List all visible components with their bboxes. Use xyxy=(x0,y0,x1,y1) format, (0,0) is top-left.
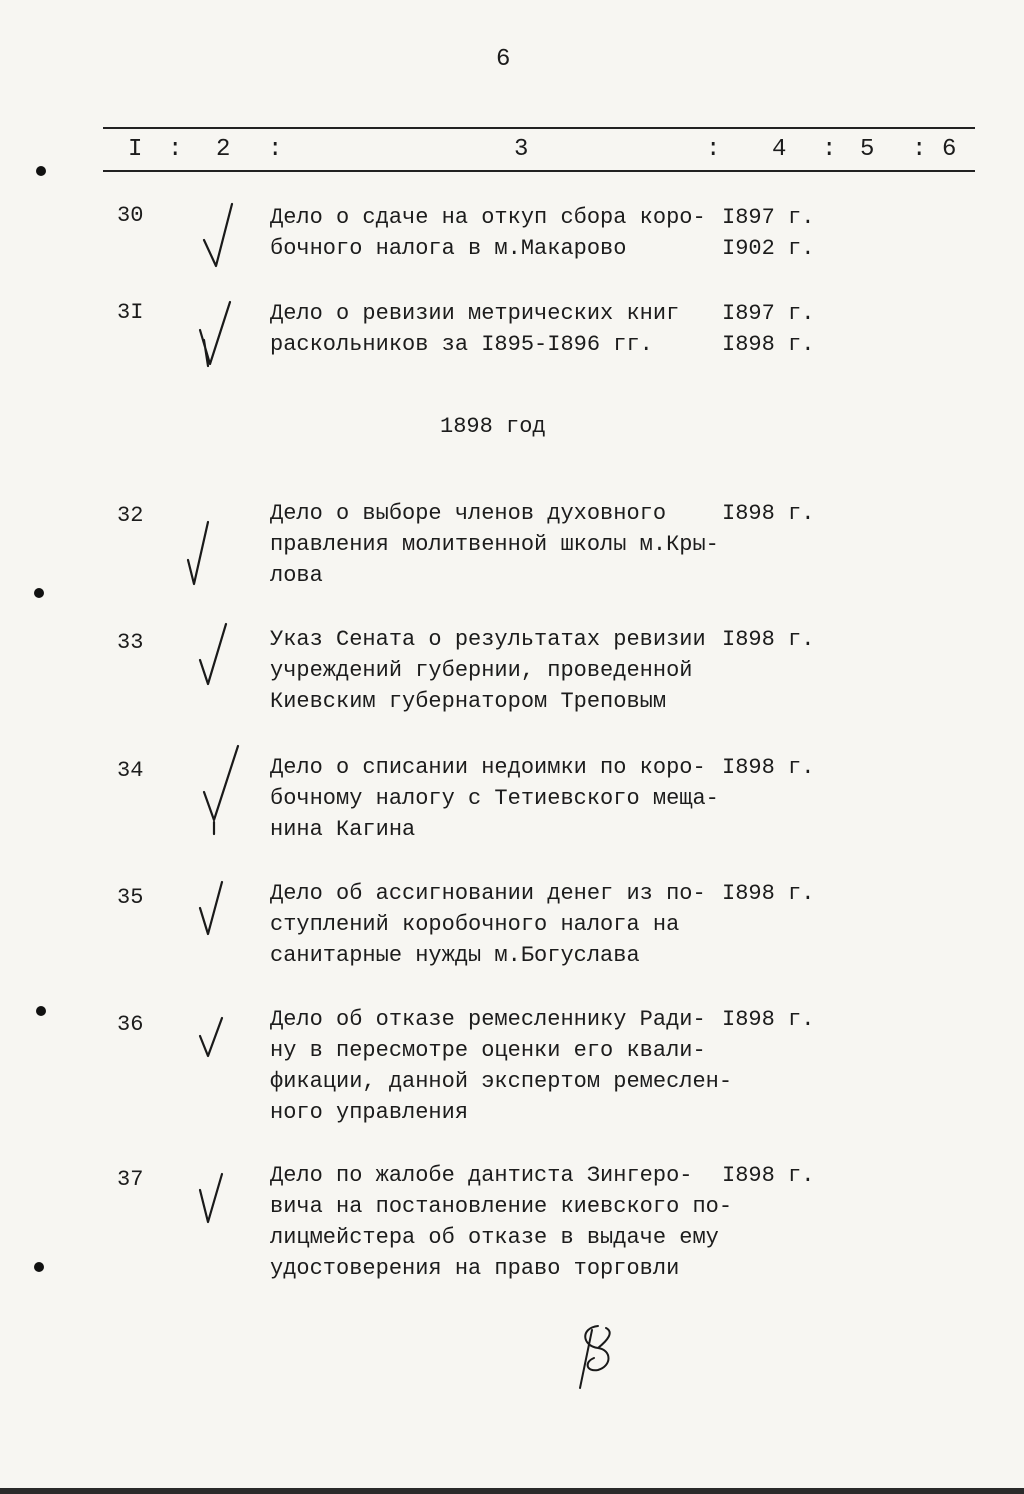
description-line: фикации, данной экспертом ремеслен- xyxy=(270,1069,733,1094)
check-mark-icon xyxy=(196,296,240,372)
row-description xyxy=(270,1160,733,1284)
row-dates xyxy=(722,878,814,909)
date-start: I898 г. xyxy=(722,627,815,652)
row-description xyxy=(270,878,720,971)
column-header-1: I xyxy=(128,136,143,163)
binder-hole-mark xyxy=(34,588,44,598)
handwritten-signature xyxy=(568,1322,628,1392)
row-dates xyxy=(722,1004,814,1035)
column-separator: : xyxy=(168,136,183,163)
header-top-rule xyxy=(103,127,975,129)
column-header-5: 5 xyxy=(860,136,875,163)
column-separator: : xyxy=(912,136,927,163)
description-line: Указ Сената о результатах ревизии xyxy=(270,627,706,652)
check-mark-icon xyxy=(198,744,246,836)
row-dates xyxy=(722,1160,814,1191)
date-start: I898 г. xyxy=(722,1007,815,1032)
column-header-4: 4 xyxy=(772,136,787,163)
page-number: 6 xyxy=(496,46,511,73)
year-heading: 1898 год xyxy=(440,414,546,439)
description-line: санитарные нужды м.Богуслава xyxy=(270,943,640,968)
date-start: I898 г. xyxy=(722,881,815,906)
row-number: 32 xyxy=(117,503,144,528)
row-number: 35 xyxy=(117,885,144,910)
row-dates xyxy=(722,498,814,529)
row-number: 3I xyxy=(117,300,144,325)
check-mark-icon xyxy=(196,1014,240,1090)
date-start: I897 г. xyxy=(722,301,815,326)
binder-hole-mark xyxy=(34,1262,44,1272)
date-start: I897 г. xyxy=(722,205,815,230)
date-start: I898 г. xyxy=(722,755,815,780)
check-mark-icon xyxy=(200,200,244,276)
description-line: правления молитвенной школы м.Кры- xyxy=(270,532,719,557)
description-line: Дело о сдаче на откуп сбора коро- xyxy=(270,205,706,230)
description-line: Дело о выборе членов духовного xyxy=(270,501,667,526)
description-line: раскольников за I895-I896 гг. xyxy=(270,332,653,357)
check-mark-icon xyxy=(184,516,228,592)
row-dates xyxy=(722,752,814,783)
column-header-2: 2 xyxy=(216,136,231,163)
date-end: I902 г. xyxy=(722,236,815,261)
description-line: лицмейстера об отказе в выдаче ему xyxy=(270,1225,719,1250)
row-description xyxy=(270,624,720,717)
date-start: I898 г. xyxy=(722,501,815,526)
row-dates xyxy=(722,624,814,655)
description-line: вича на постановление киевского по- xyxy=(270,1194,733,1219)
column-separator: : xyxy=(706,136,721,163)
row-dates xyxy=(722,298,814,360)
row-number: 37 xyxy=(117,1167,144,1192)
description-line: лова xyxy=(270,563,323,588)
row-description xyxy=(270,752,720,845)
column-header-3: 3 xyxy=(514,136,529,163)
column-header-6: 6 xyxy=(942,136,957,163)
column-separator: : xyxy=(822,136,837,163)
column-separator: : xyxy=(268,136,283,163)
description-line: ного управления xyxy=(270,1100,469,1125)
row-dates xyxy=(722,202,814,264)
date-end: I898 г. xyxy=(722,332,815,357)
date-start: I898 г. xyxy=(722,1163,815,1188)
row-description xyxy=(270,498,720,591)
description-line: ступлений коробочного налога на xyxy=(270,912,680,937)
row-description xyxy=(270,202,720,264)
row-number: 30 xyxy=(117,203,144,228)
description-line: нина Кагина xyxy=(270,817,416,842)
description-line: бочному налогу с Тетиевского меща- xyxy=(270,786,719,811)
description-line: Дело об ассигновании денег из по- xyxy=(270,881,706,906)
description-line: ну в пересмотре оценки его квали- xyxy=(270,1038,706,1063)
binder-hole-mark xyxy=(36,1006,46,1016)
row-number: 36 xyxy=(117,1012,144,1037)
header-bottom-rule xyxy=(103,170,975,172)
description-line: Дело по жалобе дантиста Зингеро- xyxy=(270,1163,693,1188)
check-mark-icon xyxy=(196,620,240,696)
row-description xyxy=(270,1004,733,1128)
row-number: 33 xyxy=(117,630,144,655)
description-line: Дело о списании недоимки по коро- xyxy=(270,755,706,780)
description-line: бочного налога в м.Макарово xyxy=(270,236,627,261)
check-mark-icon xyxy=(196,878,240,954)
description-line: Дело о ревизии метрических книг xyxy=(270,301,680,326)
description-line: удостоверения на право торговли xyxy=(270,1256,680,1281)
description-line: Киевским губернатором Треповым xyxy=(270,689,667,714)
scan-bottom-edge xyxy=(0,1488,1024,1494)
row-description xyxy=(270,298,720,360)
description-line: Дело об отказе ремесленнику Ради- xyxy=(270,1007,706,1032)
check-mark-icon xyxy=(196,1170,240,1246)
description-line: учреждений губернии, проведенной xyxy=(270,658,693,683)
row-number: 34 xyxy=(117,758,144,783)
binder-hole-mark xyxy=(36,166,46,176)
